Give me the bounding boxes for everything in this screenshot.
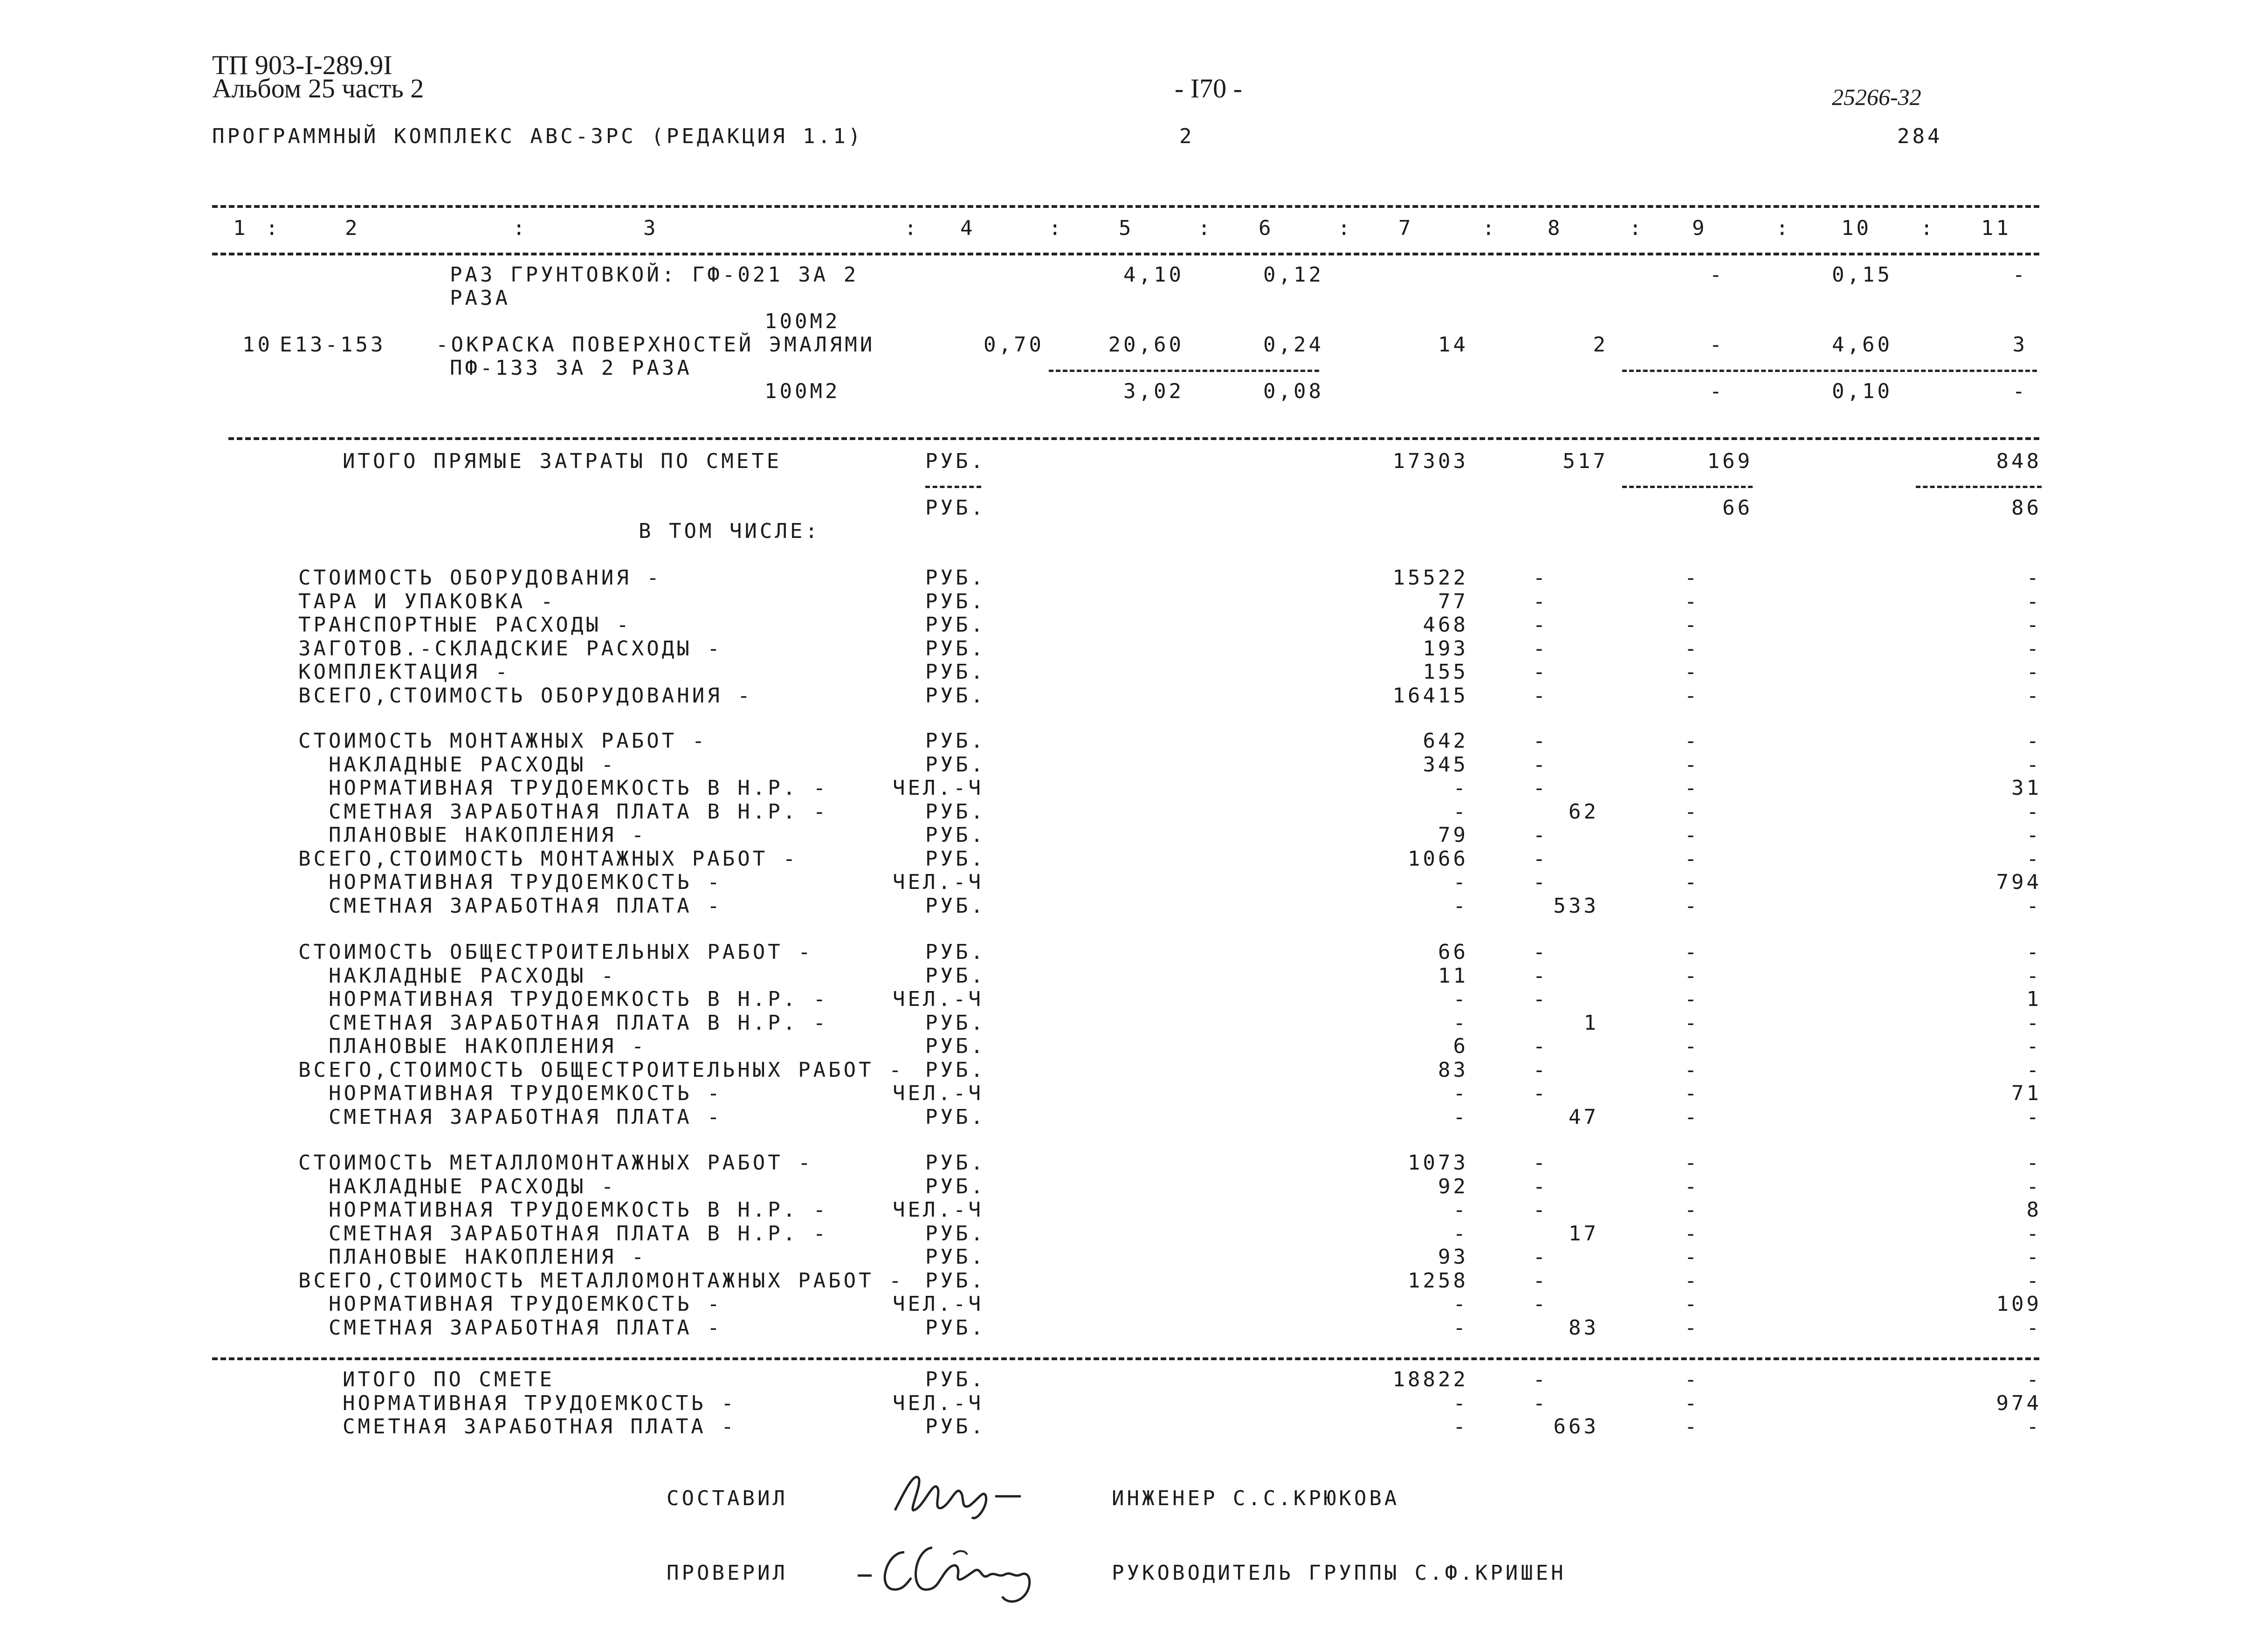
- breakdown-col9: -: [1684, 660, 1700, 684]
- breakdown-label: ВСЕГО,СТОИМОСТЬ МОНТАЖНЫХ РАБОТ -: [298, 847, 798, 871]
- breakdown-unit: РУБ.: [925, 683, 986, 708]
- subrule: [1916, 486, 2042, 488]
- breakdown-col8: -: [1533, 636, 1548, 661]
- item-text: -ОКРАСКА ПОВЕРХНОСТЕЙ ЭМАЛЯМИ: [436, 333, 875, 357]
- breakdown-col11: -: [2026, 589, 2042, 613]
- grand-total-unit: РУБ.: [925, 1368, 986, 1391]
- album-label: Альбом 25 часть 2: [212, 73, 424, 103]
- breakdown-col9: -: [1684, 1315, 1700, 1340]
- breakdown-unit: РУБ.: [925, 1151, 986, 1175]
- breakdown-col8: -: [1533, 1081, 1548, 1105]
- item-unit: 100М2: [764, 310, 840, 333]
- breakdown-unit: РУБ.: [925, 752, 986, 777]
- column-separator: :: [1198, 216, 1213, 240]
- breakdown-unit: РУБ.: [925, 1221, 986, 1246]
- breakdown-col8: 533: [1553, 894, 1599, 918]
- column-header-7: 7: [1398, 216, 1414, 240]
- subrule: [1049, 370, 1319, 372]
- subrule: [925, 486, 981, 488]
- breakdown-label: СМЕТНАЯ ЗАРАБОТНАЯ ПЛАТА В Н.Р. -: [298, 1221, 829, 1246]
- item-text: РАЗ ГРУНТОВКОЙ: ГФ-021 ЗА 2: [450, 263, 859, 287]
- column-separator: :: [1049, 216, 1064, 240]
- breakdown-unit: ЧЕЛ.-Ч: [893, 1081, 984, 1105]
- column-separator: :: [266, 216, 281, 240]
- cell-col7: 14: [1438, 333, 1468, 357]
- item-number: 10: [242, 333, 273, 357]
- breakdown-col7: 1258: [1408, 1268, 1468, 1293]
- direct-costs-col9: 169: [1707, 449, 1753, 473]
- grand-total-col7: -: [1453, 1391, 1468, 1415]
- breakdown-col9: -: [1684, 964, 1700, 988]
- breakdown-label: СТОИМОСТЬ МЕТАЛЛОМОНТАЖНЫХ РАБОТ -: [298, 1151, 813, 1175]
- breakdown-col11: -: [2026, 660, 2042, 684]
- breakdown-col9: -: [1684, 799, 1700, 824]
- breakdown-label: НОРМАТИВНАЯ ТРУДОЕМКОСТЬ -: [298, 1081, 723, 1105]
- direct-costs-label: ИТОГО ПРЯМЫЕ ЗАТРАТЫ ПО СМЕТЕ: [343, 449, 782, 473]
- breakdown-col9: -: [1684, 1081, 1700, 1105]
- breakdown-col9: -: [1684, 1034, 1700, 1058]
- breakdown-col7: -: [1453, 1221, 1468, 1246]
- breakdown-col9: -: [1684, 1221, 1700, 1246]
- breakdown-label: НАКЛАДНЫЕ РАСХОДЫ -: [298, 964, 617, 988]
- breakdown-unit: ЧЕЛ.-Ч: [893, 987, 984, 1011]
- breakdown-col7: 16415: [1392, 683, 1468, 708]
- cell-col6: 0,24: [1263, 333, 1324, 357]
- breakdown-label: НАКЛАДНЫЕ РАСХОДЫ -: [298, 1174, 617, 1198]
- grand-total-label: ИТОГО ПО СМЕТЕ: [343, 1368, 555, 1391]
- archive-stamp: 25266-32: [1832, 84, 1921, 110]
- column-header-1: 1: [233, 216, 248, 240]
- breakdown-col8: 83: [1569, 1315, 1599, 1340]
- breakdown-col11: -: [2026, 729, 2042, 753]
- breakdown-label: ЗАГОТОВ.-СКЛАДСКИЕ РАСХОДЫ -: [298, 636, 723, 661]
- breakdown-col11: -: [2026, 1105, 2042, 1129]
- column-header-6: 6: [1259, 216, 1274, 240]
- column-header-9: 9: [1692, 216, 1707, 240]
- breakdown-col7: -: [1453, 1292, 1468, 1316]
- breakdown-label: НОРМАТИВНАЯ ТРУДОЕМКОСТЬ В Н.Р. -: [298, 987, 829, 1011]
- breakdown-col11: 794: [1996, 870, 2042, 894]
- breakdown-col11: -: [2026, 1174, 2042, 1198]
- header-top-rule: [212, 205, 2039, 208]
- breakdown-col9: -: [1684, 1011, 1700, 1035]
- breakdown-col11: -: [2026, 940, 2042, 964]
- breakdown-col7: 15522: [1392, 566, 1468, 590]
- column-separator: :: [1338, 216, 1353, 240]
- breakdown-col7: 93: [1438, 1245, 1468, 1269]
- direct-costs-col11: 848: [1996, 449, 2042, 473]
- breakdown-col11: -: [2026, 1221, 2042, 1246]
- breakdown-unit: РУБ.: [925, 729, 986, 753]
- breakdown-unit: ЧЕЛ.-Ч: [893, 776, 984, 800]
- breakdown-col11: -: [2026, 1011, 2042, 1035]
- breakdown-label: СМЕТНАЯ ЗАРАБОТНАЯ ПЛАТА -: [298, 894, 723, 918]
- column-separator: :: [513, 216, 528, 240]
- breakdown-label: НОРМАТИВНАЯ ТРУДОЕМКОСТЬ -: [298, 870, 723, 894]
- breakdown-col7: -: [1453, 776, 1468, 800]
- direct-costs-col7: 17303: [1392, 449, 1468, 473]
- breakdown-label: НАКЛАДНЫЕ РАСХОДЫ -: [298, 752, 617, 777]
- breakdown-col7: -: [1453, 1011, 1468, 1035]
- breakdown-col8: -: [1533, 987, 1548, 1011]
- breakdown-col7: -: [1453, 1105, 1468, 1129]
- cell-col10: 0,10: [1832, 379, 1892, 403]
- breakdown-col8: -: [1533, 1151, 1548, 1175]
- breakdown-col8: 62: [1569, 799, 1599, 824]
- breakdown-unit: РУБ.: [925, 940, 986, 964]
- breakdown-label: НОРМАТИВНАЯ ТРУДОЕМКОСТЬ В Н.Р. -: [298, 1198, 829, 1222]
- breakdown-col8: -: [1533, 964, 1548, 988]
- breakdown-label: ПЛАНОВЫЕ НАКОПЛЕНИЯ -: [298, 1245, 647, 1269]
- breakdown-col11: -: [2026, 683, 2042, 708]
- breakdown-col11: 1: [2026, 987, 2042, 1011]
- breakdown-unit: ЧЕЛ.-Ч: [893, 1292, 984, 1316]
- breakdown-col9: -: [1684, 823, 1700, 847]
- cell-col11: -: [2012, 379, 2028, 403]
- breakdown-col9: -: [1684, 1151, 1700, 1175]
- item-text: РАЗА: [450, 286, 510, 310]
- direct-costs-unit-2: РУБ.: [925, 496, 986, 520]
- breakdown-col11: -: [2026, 636, 2042, 661]
- grand-total-col9: -: [1684, 1368, 1700, 1391]
- breakdown-unit: РУБ.: [925, 1058, 986, 1082]
- direct-costs-col8: 517: [1562, 449, 1608, 473]
- column-separator: :: [1776, 216, 1791, 240]
- item-text: ПФ-133 ЗА 2 РАЗА: [450, 356, 692, 380]
- column-header-3: 3: [643, 216, 659, 240]
- breakdown-col11: -: [2026, 1268, 2042, 1293]
- breakdown-col9: -: [1684, 1198, 1700, 1222]
- breakdown-col8: -: [1533, 729, 1548, 753]
- breakdown-col11: -: [2026, 1058, 2042, 1082]
- breakdown-col9: -: [1684, 683, 1700, 708]
- breakdown-col8: -: [1533, 752, 1548, 777]
- breakdown-col8: -: [1533, 940, 1548, 964]
- including-label: В ТОМ ЧИСЛЕ:: [639, 519, 820, 543]
- breakdown-col9: -: [1684, 589, 1700, 613]
- breakdown-col9: -: [1684, 987, 1700, 1011]
- breakdown-label: СМЕТНАЯ ЗАРАБОТНАЯ ПЛАТА -: [298, 1315, 723, 1340]
- breakdown-col8: -: [1533, 1174, 1548, 1198]
- cell-col9: -: [1709, 263, 1725, 287]
- breakdown-col7: 6: [1453, 1034, 1468, 1058]
- column-header-10: 10: [1841, 216, 1872, 240]
- grand-total-col11: -: [2026, 1415, 2042, 1439]
- breakdown-col8: 47: [1569, 1105, 1599, 1129]
- grand-total-col11: 974: [1996, 1391, 2042, 1415]
- breakdown-col8: -: [1533, 613, 1548, 637]
- breakdown-col11: -: [2026, 613, 2042, 637]
- breakdown-unit: РУБ.: [925, 660, 986, 684]
- breakdown-col8: -: [1533, 1292, 1548, 1316]
- cell-col9: -: [1709, 333, 1725, 357]
- breakdown-col7: 1066: [1408, 847, 1468, 871]
- breakdown-col7: -: [1453, 870, 1468, 894]
- breakdown-label: ВСЕГО,СТОИМОСТЬ ОБЩЕСТРОИТЕЛЬНЫХ РАБОТ -: [298, 1058, 904, 1082]
- breakdown-col7: 83: [1438, 1058, 1468, 1082]
- direct-costs-col9-2: 66: [1722, 496, 1753, 520]
- doc-code: ТП 903-I-289.9I: [212, 50, 392, 80]
- breakdown-label: ПЛАНОВЫЕ НАКОПЛЕНИЯ -: [298, 823, 647, 847]
- breakdown-label: СМЕТНАЯ ЗАРАБОТНАЯ ПЛАТА В Н.Р. -: [298, 799, 829, 824]
- breakdown-col11: -: [2026, 1151, 2042, 1175]
- breakdown-col7: -: [1453, 799, 1468, 824]
- column-header-11: 11: [1981, 216, 2011, 240]
- checked-name: РУКОВОДИТЕЛЬ ГРУППЫ С.Ф.КРИШЕН: [1112, 1561, 1566, 1585]
- breakdown-col9: -: [1684, 1245, 1700, 1269]
- compiled-signature: [886, 1464, 1025, 1524]
- breakdown-unit: РУБ.: [925, 1174, 986, 1198]
- breakdown-col8: -: [1533, 776, 1548, 800]
- breakdown-col8: -: [1533, 1034, 1548, 1058]
- breakdown-col7: 11: [1438, 964, 1468, 988]
- cell-col5: 20,60: [1108, 333, 1184, 357]
- breakdown-col11: -: [2026, 566, 2042, 590]
- breakdown-col7: 77: [1438, 589, 1468, 613]
- column-header-8: 8: [1548, 216, 1563, 240]
- breakdown-col8: -: [1533, 1198, 1548, 1222]
- cell-col10: 4,60: [1832, 333, 1892, 357]
- breakdown-col7: 193: [1423, 636, 1468, 661]
- breakdown-col9: -: [1684, 776, 1700, 800]
- sheet-number: 2: [1179, 124, 1195, 148]
- breakdown-col8: 17: [1569, 1221, 1599, 1246]
- breakdown-col8: -: [1533, 1058, 1548, 1082]
- column-separator: :: [904, 216, 920, 240]
- column-separator: :: [1482, 216, 1498, 240]
- grand-total-col7: -: [1453, 1415, 1468, 1439]
- column-header-5: 5: [1119, 216, 1134, 240]
- breakdown-col9: -: [1684, 752, 1700, 777]
- breakdown-unit: РУБ.: [925, 1268, 986, 1293]
- grand-total-col8: -: [1533, 1391, 1548, 1415]
- program-title: ПРОГРАММНЫЙ КОМПЛЕКС АВС-3РС (РЕДАКЦИЯ 1.1): [212, 124, 864, 148]
- grand-total-rule: [212, 1357, 2039, 1360]
- item-code: Е13-153: [280, 333, 386, 357]
- breakdown-col7: 468: [1423, 613, 1468, 637]
- breakdown-col11: -: [2026, 847, 2042, 871]
- breakdown-label: ВСЕГО,СТОИМОСТЬ МЕТАЛЛОМОНТАЖНЫХ РАБОТ -: [298, 1268, 904, 1293]
- breakdown-label: СМЕТНАЯ ЗАРАБОТНАЯ ПЛАТА В Н.Р. -: [298, 1011, 829, 1035]
- breakdown-col9: -: [1684, 613, 1700, 637]
- grand-total-col7: 18822: [1392, 1368, 1468, 1391]
- breakdown-unit: РУБ.: [925, 964, 986, 988]
- compiled-name: ИНЖЕНЕР С.С.КРЮКОВА: [1112, 1487, 1400, 1510]
- breakdown-unit: РУБ.: [925, 1011, 986, 1035]
- breakdown-col7: 79: [1438, 823, 1468, 847]
- subrule: [1622, 486, 1753, 488]
- breakdown-unit: ЧЕЛ.-Ч: [893, 870, 984, 894]
- breakdown-col11: -: [2026, 1315, 2042, 1340]
- breakdown-label: СТОИМОСТЬ МОНТАЖНЫХ РАБОТ -: [298, 729, 708, 753]
- grand-total-col11: -: [2026, 1368, 2042, 1391]
- subrule: [1622, 370, 2037, 372]
- compiled-label: СОСТАВИЛ: [667, 1487, 788, 1510]
- breakdown-col9: -: [1684, 894, 1700, 918]
- cell-col6: 0,08: [1263, 379, 1324, 403]
- breakdown-col9: -: [1684, 1058, 1700, 1082]
- breakdown-col7: -: [1453, 987, 1468, 1011]
- section-rule: [228, 437, 2039, 440]
- breakdown-col9: -: [1684, 1292, 1700, 1316]
- breakdown-label: КОМПЛЕКТАЦИЯ -: [298, 660, 510, 684]
- breakdown-col7: -: [1453, 1081, 1468, 1105]
- column-header-2: 2: [345, 216, 360, 240]
- page-number: - I70 -: [1175, 73, 1242, 103]
- breakdown-col11: -: [2026, 894, 2042, 918]
- breakdown-label: ВСЕГО,СТОИМОСТЬ ОБОРУДОВАНИЯ -: [298, 683, 753, 708]
- breakdown-unit: РУБ.: [925, 894, 986, 918]
- grand-total-col8: -: [1533, 1368, 1548, 1391]
- breakdown-col11: -: [2026, 1034, 2042, 1058]
- cell-col5: 3,02: [1123, 379, 1184, 403]
- column-header-4: 4: [960, 216, 976, 240]
- direct-costs-unit: РУБ.: [925, 449, 986, 473]
- breakdown-col11: 31: [2011, 776, 2042, 800]
- breakdown-col9: -: [1684, 940, 1700, 964]
- item-unit: 100М2: [764, 379, 840, 403]
- cell-col11: 3: [2012, 333, 2028, 357]
- header-bottom-rule: [212, 253, 2039, 255]
- breakdown-unit: РУБ.: [925, 613, 986, 637]
- cell-col11: -: [2012, 263, 2028, 287]
- breakdown-col7: 66: [1438, 940, 1468, 964]
- breakdown-col8: 1: [1583, 1011, 1599, 1035]
- cell-col6: 0,12: [1263, 263, 1324, 287]
- breakdown-label: НОРМАТИВНАЯ ТРУДОЕМКОСТЬ -: [298, 1292, 723, 1316]
- breakdown-unit: РУБ.: [925, 1315, 986, 1340]
- breakdown-col11: 71: [2011, 1081, 2042, 1105]
- breakdown-label: СМЕТНАЯ ЗАРАБОТНАЯ ПЛАТА -: [298, 1105, 723, 1129]
- breakdown-col8: -: [1533, 847, 1548, 871]
- breakdown-label: СТОИМОСТЬ ОБЩЕСТРОИТЕЛЬНЫХ РАБОТ -: [298, 940, 813, 964]
- breakdown-col7: 345: [1423, 752, 1468, 777]
- breakdown-col11: -: [2026, 964, 2042, 988]
- breakdown-col8: -: [1533, 1245, 1548, 1269]
- breakdown-col9: -: [1684, 566, 1700, 590]
- cell-col5: 4,10: [1123, 263, 1184, 287]
- breakdown-col7: -: [1453, 894, 1468, 918]
- breakdown-col11: 109: [1996, 1292, 2042, 1316]
- breakdown-col9: -: [1684, 1174, 1700, 1198]
- breakdown-col7: -: [1453, 1198, 1468, 1222]
- breakdown-col9: -: [1684, 1105, 1700, 1129]
- breakdown-col8: -: [1533, 566, 1548, 590]
- grand-total-unit: РУБ.: [925, 1415, 986, 1439]
- breakdown-unit: РУБ.: [925, 1245, 986, 1269]
- breakdown-col7: 92: [1438, 1174, 1468, 1198]
- breakdown-unit: РУБ.: [925, 1105, 986, 1129]
- breakdown-label: ТАРА И УПАКОВКА -: [298, 589, 556, 613]
- breakdown-label: НОРМАТИВНАЯ ТРУДОЕМКОСТЬ В Н.Р. -: [298, 776, 829, 800]
- breakdown-unit: РУБ.: [925, 847, 986, 871]
- grand-total-col9: -: [1684, 1391, 1700, 1415]
- breakdown-col7: -: [1453, 1315, 1468, 1340]
- breakdown-col9: -: [1684, 636, 1700, 661]
- breakdown-unit: РУБ.: [925, 823, 986, 847]
- column-separator: :: [1629, 216, 1645, 240]
- breakdown-col11: -: [2026, 799, 2042, 824]
- cell-col8: 2: [1593, 333, 1608, 357]
- breakdown-col7: 1073: [1408, 1151, 1468, 1175]
- grand-total-col8: 663: [1553, 1415, 1599, 1439]
- breakdown-unit: РУБ.: [925, 589, 986, 613]
- breakdown-col8: -: [1533, 870, 1548, 894]
- breakdown-col9: -: [1684, 870, 1700, 894]
- column-separator: :: [1920, 216, 1936, 240]
- breakdown-col8: -: [1533, 683, 1548, 708]
- breakdown-unit: РУБ.: [925, 636, 986, 661]
- breakdown-col8: -: [1533, 1268, 1548, 1293]
- breakdown-col9: -: [1684, 1268, 1700, 1293]
- page-right: 284: [1897, 124, 1943, 148]
- breakdown-col7: 155: [1423, 660, 1468, 684]
- grand-total-label: НОРМАТИВНАЯ ТРУДОЕМКОСТЬ -: [343, 1391, 736, 1415]
- breakdown-col11: -: [2026, 752, 2042, 777]
- cell-col9: -: [1709, 379, 1725, 403]
- breakdown-col8: -: [1533, 589, 1548, 613]
- breakdown-unit: ЧЕЛ.-Ч: [893, 1198, 984, 1222]
- direct-costs-col11-2: 86: [2011, 496, 2042, 520]
- breakdown-col8: -: [1533, 823, 1548, 847]
- breakdown-unit: РУБ.: [925, 566, 986, 590]
- breakdown-unit: РУБ.: [925, 799, 986, 824]
- checked-signature: [853, 1534, 1049, 1613]
- grand-total-label: СМЕТНАЯ ЗАРАБОТНАЯ ПЛАТА -: [343, 1415, 736, 1439]
- breakdown-col11: -: [2026, 1245, 2042, 1269]
- breakdown-col11: -: [2026, 823, 2042, 847]
- breakdown-col9: -: [1684, 729, 1700, 753]
- breakdown-col11: 8: [2026, 1198, 2042, 1222]
- breakdown-label: ТРАНСПОРТНЫЕ РАСХОДЫ -: [298, 613, 632, 637]
- grand-total-col9: -: [1684, 1415, 1700, 1439]
- cell-col4: 0,70: [984, 333, 1044, 357]
- breakdown-col9: -: [1684, 847, 1700, 871]
- breakdown-label: СТОИМОСТЬ ОБОРУДОВАНИЯ -: [298, 566, 662, 590]
- breakdown-col8: -: [1533, 660, 1548, 684]
- breakdown-label: ПЛАНОВЫЕ НАКОПЛЕНИЯ -: [298, 1034, 647, 1058]
- breakdown-unit: РУБ.: [925, 1034, 986, 1058]
- cell-col10: 0,15: [1832, 263, 1892, 287]
- grand-total-unit: ЧЕЛ.-Ч: [893, 1391, 984, 1415]
- breakdown-col7: 642: [1423, 729, 1468, 753]
- checked-label: ПРОВЕРИЛ: [667, 1561, 788, 1585]
